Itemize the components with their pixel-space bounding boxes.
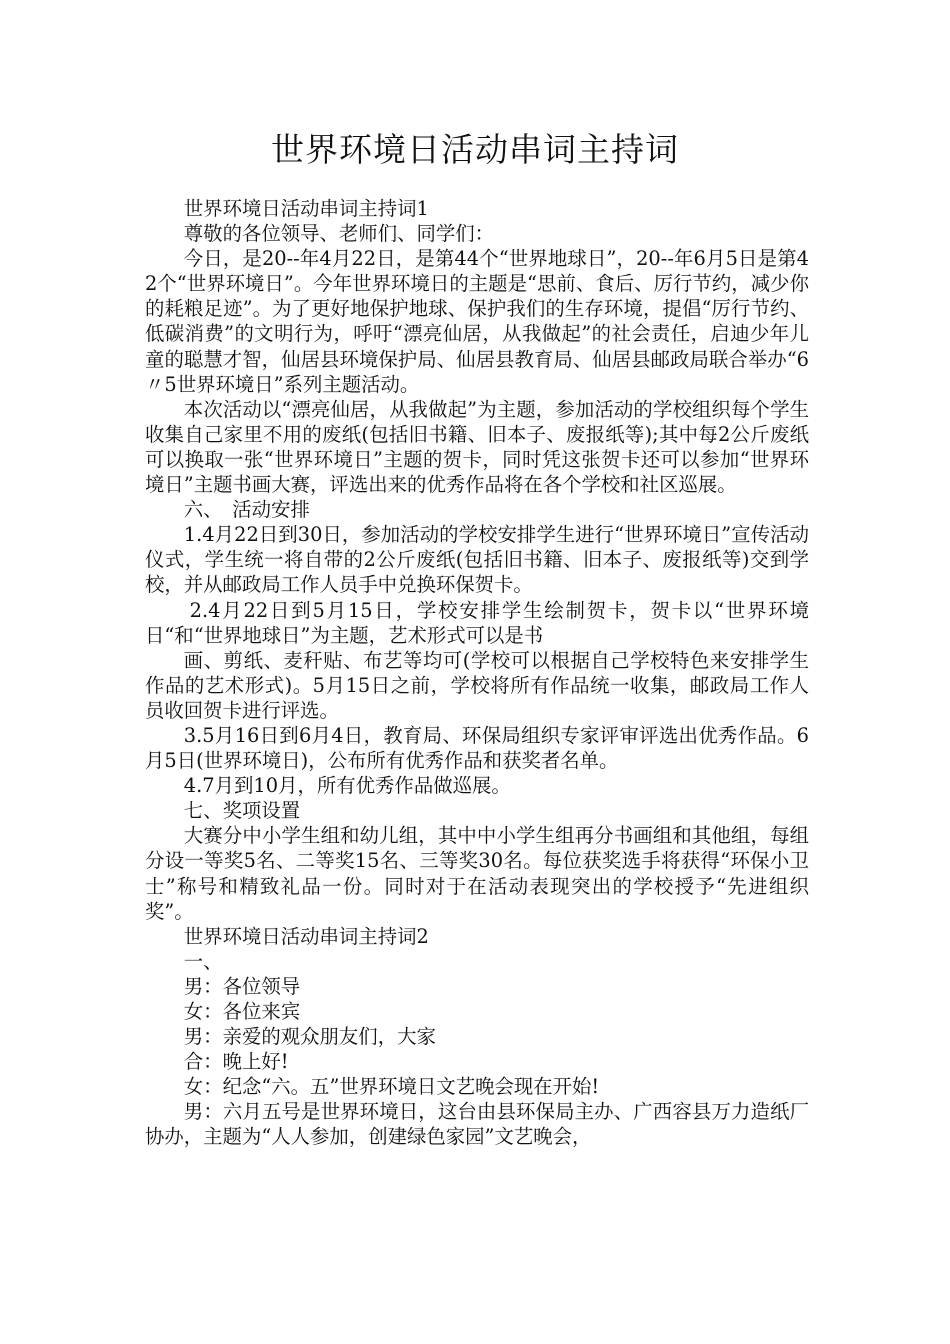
- heading-awards: 七、奖项设置: [183, 799, 301, 823]
- dialogue-line: 男：亲爱的观众朋友们，大家: [183, 1025, 436, 1049]
- section-heading-1: 世界环境日活动串词主持词1: [183, 197, 429, 220]
- salutation: 尊敬的各位领导、老师们、同学们：: [183, 222, 495, 246]
- dialogue-line: 女：纪念“六。五”世界环境日文艺晚会现在开始!: [183, 1075, 600, 1099]
- paragraph-item-2-continued: 画、剪纸、麦秆贴、布艺等均可(学校可以根据自己学校特色来安排学生作品的艺术形式)。5月15日之前，学校将所有作品统一收集，邮政局工作人员收回贺卡进行评选。: [145, 648, 809, 722]
- section-heading-2: 世界环境日活动串词主持词2: [183, 924, 429, 948]
- page-title: 世界环境日活动串词主持词: [271, 130, 679, 169]
- paragraph-intro: 今日，是20--年4月22日，是第44个“世界地球日”，20--年6月5日是第42个“世界环境日”。今年世界环境日的主题是“思前、食后、厉行节约，减少你的耗粮足迹”。为了更好地保护地球、保护我们的生存环境，提倡“厉行节约、低碳消费”的文明行为，呼吁“漂亮仙居，从我做起”的社会责任，启迪少年儿童的聪慧才智，仙居县环境保护局、仙居县教育局、仙居县邮政局联合举办“6〃5世界环境日”系列主题活动。: [145, 247, 809, 396]
- dialogue-line: 男：各位领导: [183, 974, 301, 998]
- heading-activity-plan: 六、 活动安排: [183, 498, 310, 522]
- document-body: [145, 196, 809, 1150]
- paragraph-theme: 本次活动以“漂亮仙居，从我做起”为主题，参加活动的学校组织每个学生收集自己家里不用的废纸(包括旧书籍、旧本子、废报纸等);其中每2公斤废纸可以换取一张“世界环境日”主题的贺卡，同时凭这张贺卡还可以参加“世界环境日”主题书画大赛，评选出来的优秀作品将在各个学校和社区巡展。: [145, 397, 809, 497]
- paragraph-item-2: 2.4月22日到5月15日，学校安排学生绘制贺卡，贺卡以“世界环境日“和“世界地球日”为主题，艺术形式可以是书: [145, 598, 809, 647]
- dialogue-line: 合：晚上好!: [183, 1050, 289, 1074]
- paragraph-item-4: 4.7月到10月，所有优秀作品做巡展。: [183, 774, 511, 798]
- paragraph-awards: 大赛分中小学生组和幼儿组，其中中小学生组再分书画组和其他组，每组分设一等奖5名、二等奖15名、三等奖30名。每位获奖选手将获得“环保小卫士”称号和精致礼品一份。同时对于在活动表现突出的学校授予“先进组织奖”。: [145, 824, 809, 923]
- paragraph-item-3: 3.5月16日到6月4日，教育局、环保局组织专家评审评选出优秀作品。6月5日(世界环境日)，公布所有优秀作品和获奖者名单。: [145, 723, 809, 773]
- part-number: 一、: [183, 949, 223, 973]
- dialogue-line: 女：各位来宾: [183, 1000, 301, 1023]
- dialogue-line: 男：六月五号是世界环境日，这台由县环保局主办、广西容县万力造纸厂协办，主题为“人人参加，创建绿色家园”文艺晚会，: [145, 1100, 809, 1149]
- paragraph-item-1: 1.4月22日到30日，参加活动的学校安排学生进行“世界环境日”宣传活动仪式，学生统一将自带的2公斤废纸(包括旧书籍、旧本子、废报纸等)交到学校，并从邮政局工作人员手中兑换环保贺卡。: [145, 523, 809, 597]
